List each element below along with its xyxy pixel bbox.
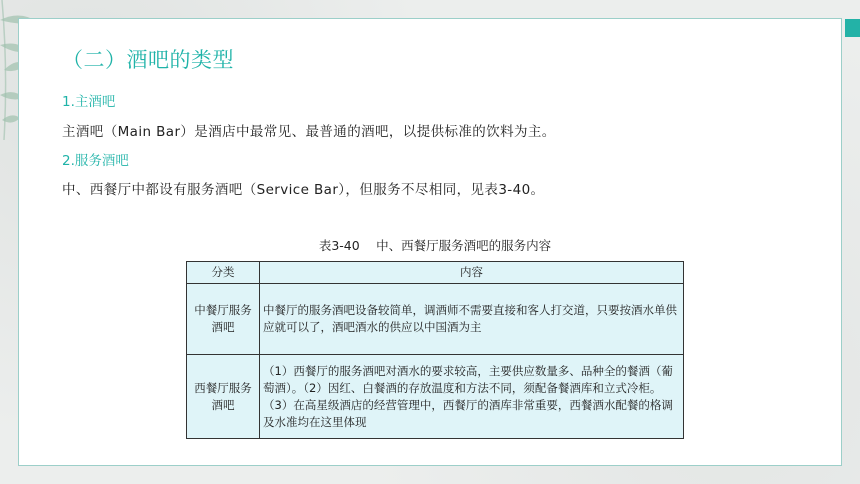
paragraph-service-bar: 中、西餐厅中都设有服务酒吧（Service Bar），但服务不尽相同，见表3-40。 (62, 182, 545, 198)
section-title: （二）酒吧的类型 (62, 48, 234, 72)
subtitle-service-bar: 2.服务酒吧 (62, 153, 129, 169)
row-category: 西餐厅服务酒吧 (187, 355, 260, 439)
service-content-table (186, 261, 684, 439)
accent-tab (845, 19, 860, 37)
table-caption: 表3-40 中、西餐厅服务酒吧的服务内容 (318, 238, 552, 253)
row-category: 中餐厅服务酒吧 (187, 284, 260, 355)
row-content: （1）西餐厅的服务酒吧对酒水的要求较高，主要供应数量多、品种全的餐酒（葡萄酒）。（2）因红、白餐酒的存放温度和方法不同，须配备餐酒库和立式冷柜。（3）在高星级酒店的经营管理中，西餐厅的酒库非常重要，西餐酒水配餐的格调及水准均在这里体现 (260, 355, 684, 439)
table-header-row (187, 262, 684, 284)
table-row (187, 284, 684, 355)
paragraph-main-bar: 主酒吧（Main Bar）是酒店中最常见、最普通的酒吧，以提供标准的饮料为主。 (62, 124, 556, 140)
row-content: 中餐厅的服务酒吧设备较简单，调酒师不需要直接和客人打交道，只要按酒水单供应就可以了，酒吧酒水的供应以中国酒为主 (260, 284, 684, 355)
header-content: 内容 (260, 262, 684, 284)
subtitle-main-bar: 1.主酒吧 (62, 94, 116, 110)
header-category: 分类 (187, 262, 260, 284)
table-row (187, 355, 684, 439)
